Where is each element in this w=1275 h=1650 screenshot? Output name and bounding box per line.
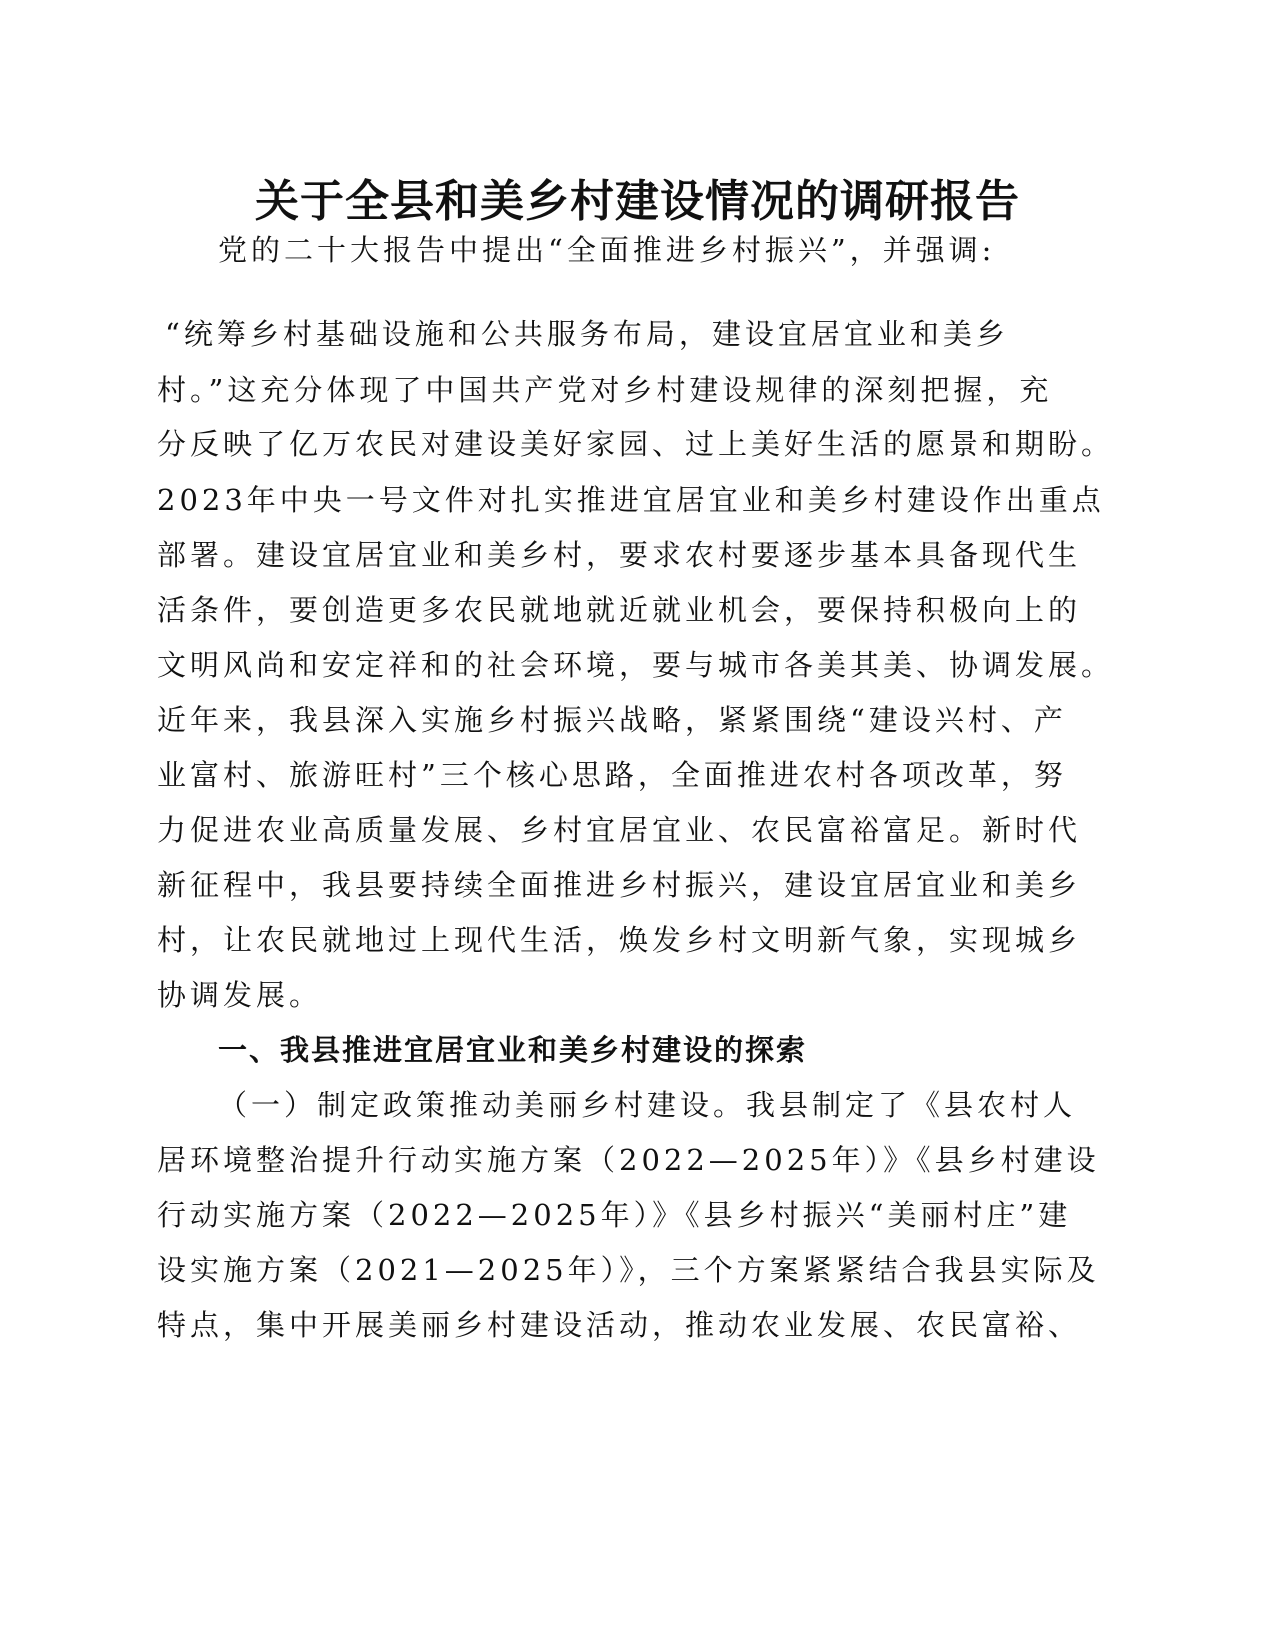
intro-line: 文明风尚和安定祥和的社会环境，要与城市各美其美、协调发展。	[157, 648, 1115, 682]
section-heading: 一、我县推进宜居宜业和美乡村建设的探索	[218, 1033, 808, 1067]
intro-line: 协调发展。	[157, 978, 323, 1012]
intro-line: 党的二十大报告中提出“全面推进乡村振兴”，并强调:	[218, 233, 996, 267]
section-line: 设实施方案（2021—2025年）》，三个方案紧紧结合我县实际及	[157, 1253, 1100, 1287]
intro-line: “统筹乡村基础设施和公共服务布局，建设宜居宜业和美乡	[165, 317, 1009, 351]
section-line: （一）制定政策推动美丽乡村建设。我县制定了《县农村人	[218, 1088, 1077, 1122]
section-line: 居环境整治提升行动实施方案（2022—2025年）》《县乡村建设	[157, 1143, 1100, 1177]
section-line: 行动实施方案（2022—2025年）》《县乡村振兴“美丽村庄”建	[157, 1198, 1072, 1232]
intro-line: 近年来，我县深入实施乡村振兴战略，紧紧围绕“建设兴村、产	[157, 703, 1067, 737]
intro-line: 力促进农业高质量发展、乡村宜居宜业、农民富裕富足。新时代	[157, 813, 1082, 847]
intro-line: 活条件，要创造更多农民就地就近就业机会，要保持积极向上的	[157, 593, 1082, 627]
intro-line: 分反映了亿万农民对建设美好家园、过上美好生活的愿景和期盼。	[157, 427, 1115, 461]
intro-line: 2023年中央一号文件对扎实推进宜居宜业和美乡村建设作出重点	[157, 483, 1105, 517]
intro-line: 部署。建设宜居宜业和美乡村，要求农村要逐步基本具备现代生	[157, 538, 1082, 572]
intro-line: 新征程中，我县要持续全面推进乡村振兴，建设宜居宜业和美乡	[157, 868, 1082, 902]
document-title: 关于全县和美乡村建设情况的调研报告	[255, 176, 1020, 227]
intro-line: 村。”这充分体现了中国共产党对乡村建设规律的深刻把握，充	[157, 373, 1053, 407]
intro-line: 村，让农民就地过上现代生活，焕发乡村文明新气象，实现城乡	[157, 923, 1082, 957]
section-line: 特点，集中开展美丽乡村建设活动，推动农业发展、农民富裕、	[157, 1308, 1082, 1342]
intro-line: 业富村、旅游旺村”三个核心思路，全面推进农村各项改革，努	[157, 758, 1067, 792]
